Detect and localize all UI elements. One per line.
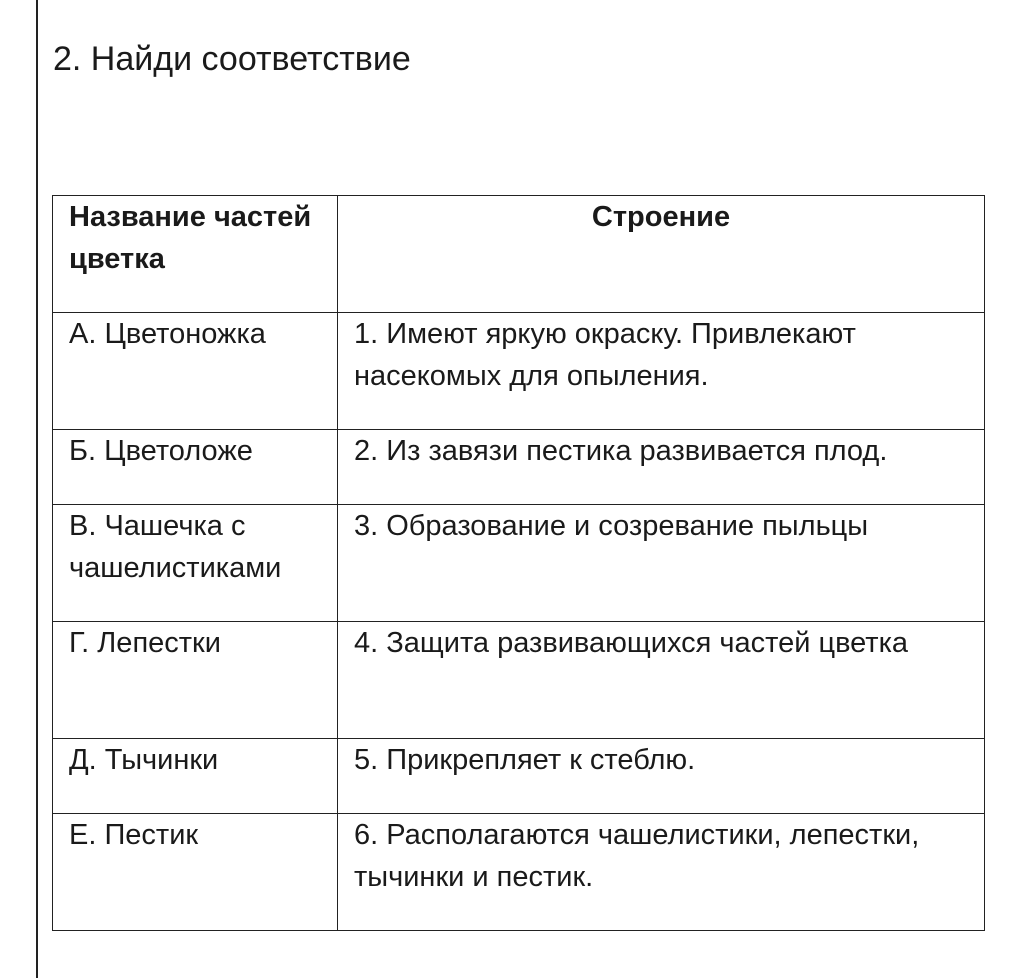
table-header-row (53, 196, 985, 313)
part-text: Д. Тычинки (69, 744, 219, 776)
table-row (53, 814, 985, 931)
part-text: Е. Пестик (69, 819, 199, 851)
part-text: А. Цветоножка (69, 318, 266, 350)
part-text: В. Чашечка с чашелистиками (69, 510, 282, 584)
structure-text: 4. Защита развивающихся частей цветка (354, 627, 909, 659)
structure-text: 1. Имеют яркую окраску. Привлекают насекомых для опыления. (354, 318, 856, 392)
structure-text: 2. Из завязи пестика развивается плод. (354, 435, 888, 467)
part-cell (53, 430, 338, 505)
part-text: Г. Лепестки (69, 627, 221, 659)
table-row (53, 622, 985, 739)
header-structure (338, 196, 985, 313)
structure-cell (338, 739, 985, 814)
structure-cell (338, 313, 985, 430)
task-title: 2. Найди соответствие (53, 40, 411, 78)
matching-table (52, 195, 985, 931)
structure-text: 6. Располагаются чашелистики, лепестки, тычинки и пестик. (354, 819, 920, 893)
header-part-name (53, 196, 338, 313)
structure-cell (338, 814, 985, 931)
part-cell (53, 739, 338, 814)
part-cell (53, 814, 338, 931)
part-cell (53, 622, 338, 739)
table-row (53, 505, 985, 622)
header-structure-text: Строение (591, 201, 731, 233)
part-text: Б. Цветоложе (69, 435, 253, 467)
table-row (53, 430, 985, 505)
structure-cell (338, 505, 985, 622)
header-part-name-text: Название частей цветка (69, 201, 312, 275)
structure-text: 3. Образование и созревание пыльцы (354, 510, 869, 542)
structure-text: 5. Прикрепляет к стеблю. (354, 744, 696, 776)
table-row (53, 313, 985, 430)
structure-cell (338, 430, 985, 505)
structure-cell (338, 622, 985, 739)
part-cell (53, 505, 338, 622)
part-cell (53, 313, 338, 430)
table-row (53, 739, 985, 814)
